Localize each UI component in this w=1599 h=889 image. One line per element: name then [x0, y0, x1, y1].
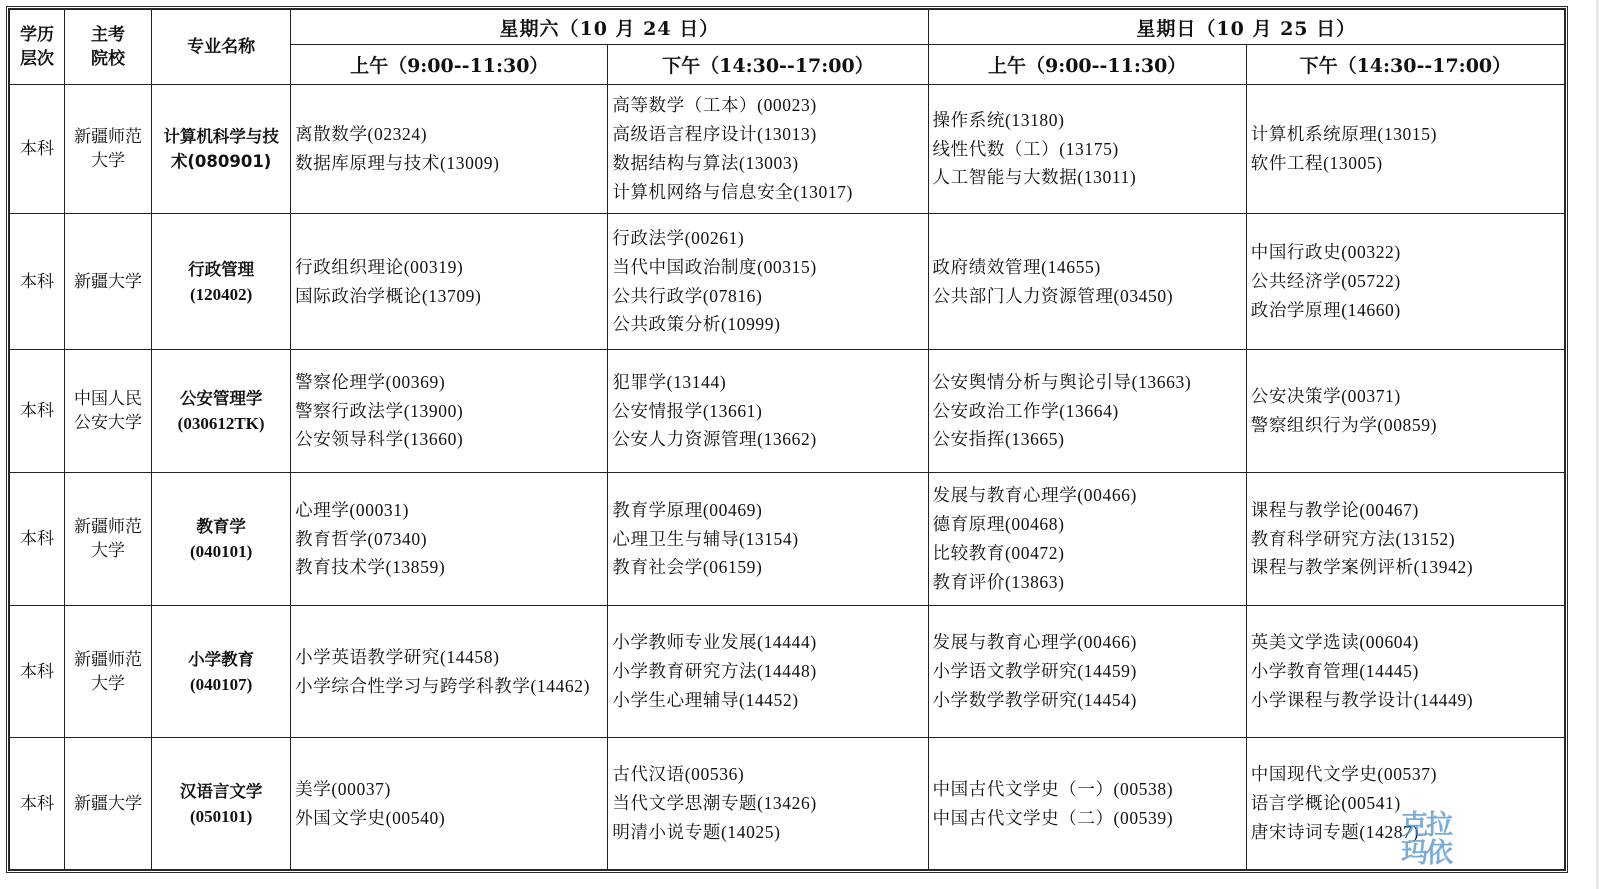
school-cell: [65, 350, 152, 473]
course-item: 中国行政史(00322): [1250, 242, 1401, 263]
school-name-line: 公安大学: [74, 413, 143, 433]
course-item: 警察组织行为学(00859): [1250, 415, 1438, 435]
course-item: 小学教育管理(14445): [1250, 661, 1419, 682]
table-row: [10, 85, 1565, 214]
major-name-line: 汉语言文学: [179, 781, 263, 801]
course-item: 发展与教育心理学(00466): [932, 485, 1137, 506]
education-level: 本科: [20, 661, 55, 682]
exam-schedule-container: [6, 6, 1568, 873]
course-item: 小学教师专业发展(14444): [612, 632, 817, 653]
school-name-line: 新疆师范: [74, 517, 143, 537]
course-item: 外国文学史(00540): [295, 807, 446, 828]
course-item: 公共行政学(07816): [612, 285, 763, 306]
courses-cell-sat-am: [291, 738, 608, 870]
major-name-line: 公安管理学: [179, 389, 263, 408]
course-item: 教育评价(13863): [932, 571, 1065, 592]
course-item: 数据结构与算法(13003): [612, 153, 799, 173]
header-school-line: 主考: [91, 25, 126, 45]
courses-cell-sun-pm: [1246, 350, 1564, 473]
course-item: 公安舆情分析与舆论引导(13663): [932, 371, 1192, 392]
courses-cell-sun-pm: [1246, 214, 1564, 350]
courses-cell-sun-am: [928, 473, 1246, 606]
courses-cell-sat-pm: [608, 214, 928, 350]
header-sun-pm: 下午（14:30--17:00）: [1246, 45, 1564, 85]
courses-cell-sat-pm: [608, 350, 928, 473]
course-item: 公安决策学(00371): [1250, 386, 1401, 407]
course-item: 发展与教育心理学(00466): [932, 632, 1137, 653]
schedule-body: [10, 85, 1565, 870]
course-item: 小学英语教学研究(14458): [295, 646, 500, 667]
school-cell: [65, 473, 152, 606]
courses-cell-sun-pm: [1246, 473, 1564, 606]
course-item: 公共政策分析(10999): [612, 314, 781, 335]
major-cell: [152, 350, 291, 473]
courses-cell-sat-pm: [608, 606, 928, 738]
courses-cell-sat-am: [291, 85, 608, 214]
course-item: 小学语文教学研究(14459): [932, 661, 1137, 682]
course-item: 小学课程与教学设计(14449): [1250, 689, 1474, 710]
education-level-cell: [10, 214, 65, 350]
table-row: [10, 350, 1565, 473]
course-item: 公安政治工作学(13664): [932, 400, 1119, 421]
header-sat-pm: 下午（14:30--17:00）: [608, 45, 928, 85]
course-item: 课程与教学论(00467): [1250, 499, 1419, 520]
course-item: 明清小说专题(14025): [612, 821, 781, 842]
watermark-line: 克拉: [1401, 810, 1451, 841]
courses-cell-sun-am: [928, 350, 1246, 473]
course-item: 计算机网络与信息安全(13017): [612, 181, 853, 202]
course-item: 小学生心理辅导(14452): [612, 689, 799, 710]
education-level-cell: [10, 350, 65, 473]
course-item: 小学综合性学习与跨学科教学(14462): [295, 675, 591, 696]
course-item: 当代文学思潮专题(13426): [612, 793, 817, 814]
courses-cell-sat-pm: [608, 473, 928, 606]
table-row: [10, 214, 1565, 350]
school-name-line: 大学: [91, 541, 126, 561]
header-sun-am: 上午（9:00--11:30）: [928, 45, 1246, 85]
course-item: 心理学(00031): [295, 499, 410, 520]
courses-cell-sat-am: [291, 473, 608, 606]
header-level: [10, 10, 65, 85]
course-item: 公安指挥(13665): [932, 429, 1065, 450]
header-level-line: 学历: [20, 25, 55, 45]
course-item: 教育科学研究方法(13152): [1250, 528, 1456, 549]
course-item: 中国古代文学史（一）(00538): [932, 778, 1174, 799]
course-item: 高级语言程序设计(13013): [612, 124, 817, 145]
courses-cell-sat-pm: [608, 738, 928, 870]
course-item: 德育原理(00468): [932, 514, 1065, 535]
course-item: 行政组织理论(00319): [295, 256, 464, 277]
major-cell: [152, 214, 291, 350]
courses-cell-sun-am: [928, 214, 1246, 350]
major-name-line: (030612TK): [177, 414, 265, 433]
exam-schedule-table: [9, 9, 1565, 870]
education-level: 本科: [20, 529, 55, 549]
course-item: 行政法学(00261): [612, 227, 745, 248]
school-name-line: 新疆大学: [74, 271, 143, 292]
education-level: 本科: [20, 793, 55, 814]
school-cell: [65, 214, 152, 350]
major-name-line: (040101): [189, 542, 253, 561]
course-item: 英美文学选读(00604): [1250, 632, 1419, 653]
watermark: [1394, 812, 1458, 868]
header-school-line: 院校: [91, 49, 126, 69]
course-item: 古代汉语(00536): [612, 764, 745, 785]
header-major: 专业名称: [152, 10, 291, 85]
courses-cell-sat-pm: [608, 85, 928, 214]
school-cell: [65, 738, 152, 870]
major-name-line: (120402): [189, 284, 253, 304]
course-item: 警察行政法学(13900): [295, 400, 464, 421]
table-row: [10, 606, 1565, 738]
course-item: 公安领导科学(13660): [295, 429, 464, 450]
major-cell: [152, 85, 291, 214]
course-item: 操作系统(13180): [932, 109, 1065, 130]
course-item: 政府绩效管理(14655): [932, 256, 1101, 277]
course-item: 心理卫生与辅导(13154): [612, 528, 799, 549]
courses-cell-sun-am: [928, 738, 1246, 870]
course-item: 小学数学教学研究(14454): [932, 689, 1137, 710]
course-item: 教育社会学(06159): [612, 557, 763, 578]
course-item: 小学教育研究方法(14448): [612, 661, 817, 682]
header-day-sunday: 星期日（10 月 25 日）: [928, 10, 1564, 45]
course-item: 中国古代文学史（二）(00539): [932, 807, 1174, 828]
education-level: 本科: [20, 271, 55, 292]
table-row: [10, 738, 1565, 870]
course-item: 课程与教学案例评析(13942): [1250, 557, 1474, 578]
school-name-line: 新疆师范: [74, 649, 143, 670]
education-level-cell: [10, 606, 65, 738]
major-cell: [152, 738, 291, 870]
header-day-saturday: 星期六（10 月 24 日）: [291, 10, 928, 45]
major-name-line: (040107): [189, 674, 253, 694]
course-item: 软件工程(13005): [1250, 153, 1383, 173]
watermark-line: 玛依: [1401, 838, 1451, 869]
major-cell: [152, 473, 291, 606]
course-item: 美学(00037): [295, 778, 391, 799]
course-item: 国际政治学概论(13709): [295, 285, 482, 306]
course-item: 唐宋诗词专题(14287): [1250, 821, 1419, 842]
major-name-line: 教育学: [196, 517, 246, 536]
course-item: 公安人力资源管理(13662): [612, 429, 817, 450]
education-level: 本科: [20, 401, 55, 421]
header-school: [65, 10, 152, 85]
courses-cell-sat-am: [291, 214, 608, 350]
education-level-cell: [10, 473, 65, 606]
courses-cell-sun-am: [928, 606, 1246, 738]
major-name-line: 计算机科学与技: [163, 127, 279, 146]
school-name-line: 中国人民: [74, 389, 143, 409]
major-name-line: (050101): [189, 806, 253, 826]
school-name-line: 新疆大学: [74, 793, 143, 814]
school-cell: [65, 606, 152, 738]
school-cell: [65, 85, 152, 214]
course-item: 政治学原理(14660): [1250, 299, 1401, 320]
major-name-line: 小学教育: [188, 649, 255, 669]
education-level-cell: [10, 85, 65, 214]
courses-cell-sun-pm: [1246, 606, 1564, 738]
courses-cell-sat-am: [291, 606, 608, 738]
courses-cell-sun-am: [928, 85, 1246, 214]
course-item: 高等数学（工本）(00023): [612, 95, 817, 116]
course-item: 教育哲学(07340): [295, 528, 428, 549]
major-name-line: 行政管理: [188, 259, 255, 279]
courses-cell-sat-am: [291, 350, 608, 473]
course-item: 中国现代文学史(00537): [1250, 764, 1438, 785]
course-item: 人工智能与大数据(13011): [932, 167, 1137, 188]
course-item: 线性代数（工）(13175): [932, 138, 1119, 159]
course-item: 教育技术学(13859): [295, 557, 446, 578]
major-cell: [152, 606, 291, 738]
course-item: 犯罪学(13144): [612, 371, 727, 392]
course-item: 语言学概论(00541): [1250, 793, 1401, 814]
education-level-cell: [10, 738, 65, 870]
course-item: 当代中国政治制度(00315): [612, 256, 817, 277]
major-name-line: 术(080901): [170, 152, 272, 171]
school-name-line: 新疆师范: [74, 127, 143, 147]
course-item: 离散数学(02324): [295, 124, 428, 145]
courses-cell-sun-pm: [1246, 85, 1564, 214]
course-item: 公共经济学(05722): [1250, 271, 1401, 292]
course-item: 数据库原理与技术(13009): [295, 153, 500, 173]
header-sat-am: 上午（9:00--11:30）: [291, 45, 608, 85]
course-item: 公安情报学(13661): [612, 400, 763, 421]
header-level-line: 层次: [20, 49, 55, 69]
school-name-line: 大学: [91, 151, 126, 171]
course-item: 教育学原理(00469): [612, 499, 763, 520]
table-row: [10, 473, 1565, 606]
course-item: 警察伦理学(00369): [295, 371, 446, 392]
course-item: 比较教育(00472): [932, 543, 1065, 563]
school-name-line: 大学: [91, 673, 126, 694]
education-level: 本科: [20, 139, 55, 159]
course-item: 计算机系统原理(13015): [1250, 124, 1438, 145]
course-item: 公共部门人力资源管理(03450): [932, 285, 1174, 306]
